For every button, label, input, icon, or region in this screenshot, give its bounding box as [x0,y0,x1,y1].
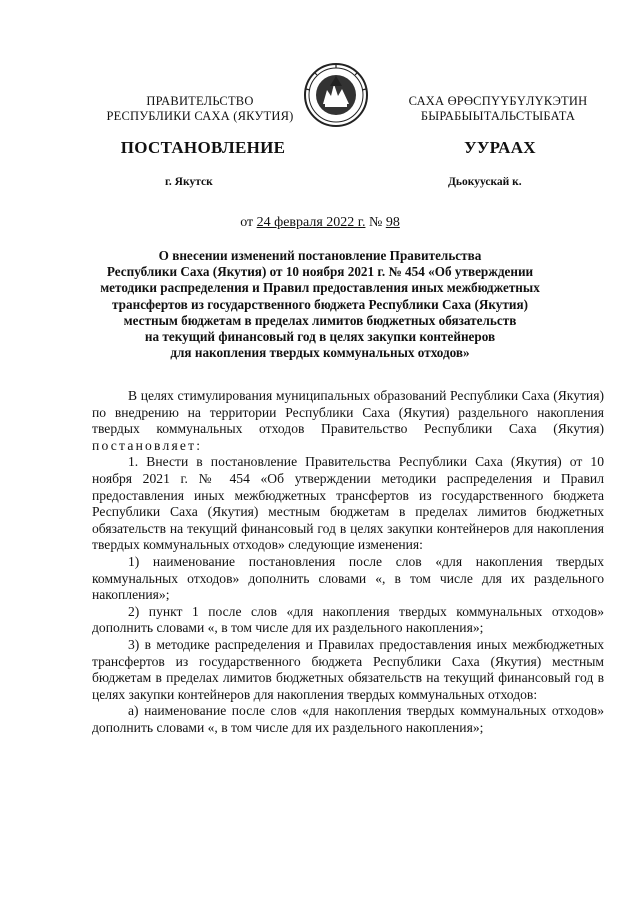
decrees-word: постановляет: [92,437,203,453]
doc-num-sign: № [368,215,383,230]
document-body [92,388,604,736]
header-right-line2: БЫРАБЫЫТАЛЬСТЫБАТА [420,109,576,123]
yakutia-coat-of-arms-icon [303,62,369,128]
body-paragraph-1: 1. Внести в постановление Правительства Республики Саха (Якутия) от 10 ноября 2021 г. № 454 «Об утверждении методики распределения и Правил предоставления иных межбюджетных трансфертов из государственного бюджета Республики Саха (Якутия) местным бюджетам в пределах лимитов бюджетных обязательств на текущий финансовый год в целях закупки контейнеров для накопления твердых коммунальных отходов» следующие изменения: [92,454,604,553]
city-ru: г. Якутск [165,176,213,188]
subject-line: трансфертов из государственного бюджета Республики Саха (Якутия) [112,296,528,312]
subject-line: местным бюджетам в пределах лимитов бюджетных обязательств [123,312,517,328]
doc-from: от [240,215,254,230]
subject-line: на текущий финансовый год в целях закупки контейнеров [144,329,496,345]
body-paragraph-2: 1) наименование постановления после слов «для накопления твердых коммунальных отходов» дополнить словами «, в том числе для их раздельного накопления»; [92,553,604,603]
subject-line: Республики Саха (Якутия) от 10 ноября 2021 г. № 454 «Об утверждении [106,264,534,280]
body-paragraph-5: а) наименование после слов «для накопления твердых коммунальных отходов» дополнить словами «, в том числе для их раздельного накопления»; [92,703,604,735]
doc-type-title-ru: ПОСТАНОВЛЕНИЕ [120,138,286,157]
doc-type-title-sah: УУРААХ [464,138,536,157]
body-paragraph-3: 2) пункт 1 после слов «для накопления твердых коммунальных отходов» дополнить словами «, в том числе для их раздельного накопления»; [92,603,604,636]
subject-line: методики распределения и Правил предоставления иных межбюджетных [100,280,540,296]
doc-date: 24 февраля 2022 г. [256,215,366,230]
body-intro [92,388,604,454]
doc-number: 98 [385,215,400,230]
header-right [393,94,603,124]
document-subject [95,248,545,361]
header-left-line2: РЕСПУБЛИКИ САХА (ЯКУТИЯ) [106,109,294,123]
body-paragraph-4: 3) в методике распределения и Правилах предоставления иных межбюджетных трансфертов из государственного бюджета Республики Саха (Якутия) местным бюджетам в пределах лимитов бюджетных обязательств на текущий финансовый год в целях закупки контейнеров для накопления твердых коммунальных отходов: [92,636,604,702]
city-sah: Дьокуускай к. [448,176,522,188]
document-number-line [0,215,640,231]
header-left-line1: ПРАВИТЕЛЬСТВО [146,94,254,108]
subject-line: для накопления твердых коммунальных отходов» [170,345,470,361]
header-left [100,94,300,124]
subject-line: О внесении изменений постановление Правительства [158,248,482,263]
intro-text: В целях стимулирования муниципальных образований Республики Саха (Якутия) по внедрению на территории Республики Саха (Якутия) раздельного накопления твердых коммунальных отходов Правительство Республики Саха (Якутия) [92,388,604,437]
header-right-line1: САХА ӨРӨСПҮҮБҮЛҮКЭТИН [408,94,588,108]
